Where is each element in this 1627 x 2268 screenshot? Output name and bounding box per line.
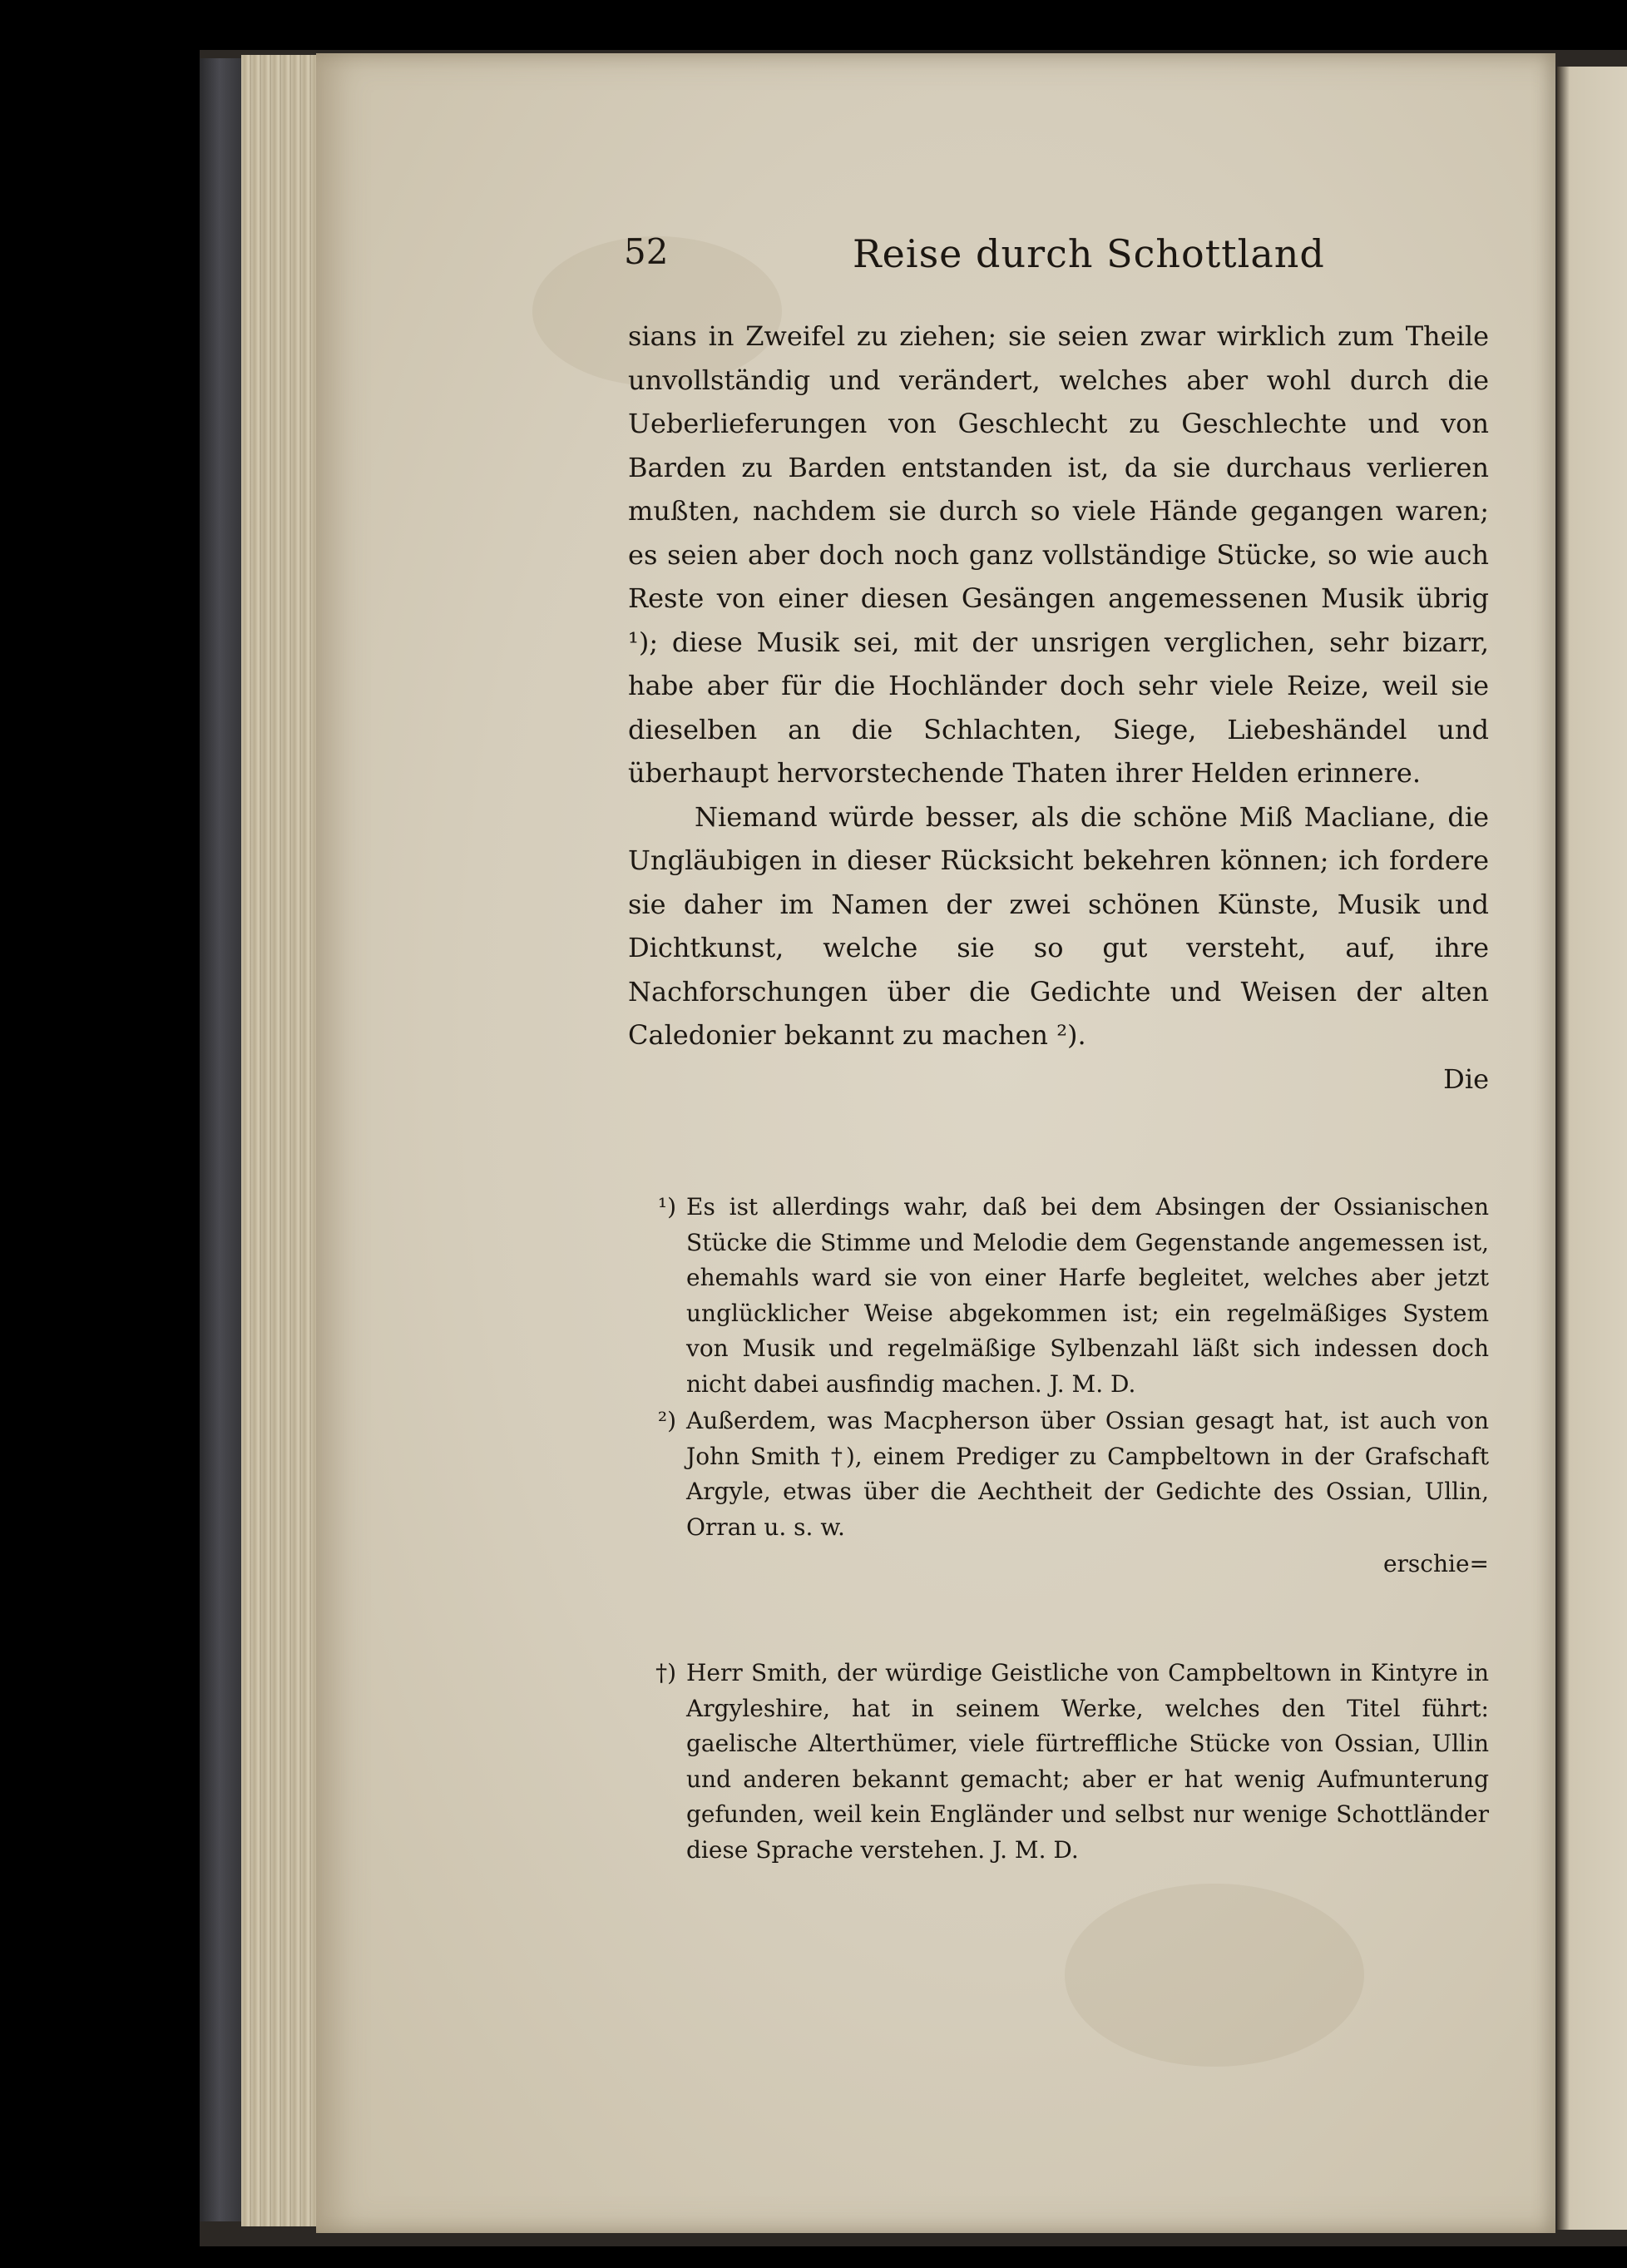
subnote-text: Herr Smith, der würdige Geistliche von Campbeltown in Kintyre in Argyleshire, hat in seinem Werke, welches den Titel führt: gaelische Alterthümer, viele fürtreffliche Stücke von Ossian, Ullin und anderen bekannt gemacht; aber er hat wenig Aufmunterung gefunden, weil kein Engländer und selbst nur wenige Schottländer diese Sprache verstehen. J. M. D. (686, 1659, 1489, 1864)
footnote-2 (628, 1404, 1489, 1545)
subnote-item (628, 1656, 1489, 1868)
footnote-1-mark: ¹) (657, 1193, 676, 1221)
subnote (628, 1656, 1489, 1869)
paper-stain (1065, 1884, 1364, 2067)
facing-page-edge (1557, 67, 1627, 2230)
paragraph-1: sians in Zweifel zu ziehen; sie seien zwar wirklich zum Theile unvollständig und verändert, welches aber wohl durch die Ueberlieferungen von Geschlecht zu Geschlechte und von Barden zu Barden entstanden ist, da sie durchaus verlieren mußten, nachdem sie durch so viele Hände gegangen waren; es seien aber doch noch ganz vollständige Stücke, so wie auch Reste von einer diesen Gesängen angemessenen Musik übrig ¹); diese Musik sei, mit der unsrigen verglichen, sehr bizarr, habe aber für die Hochländer doch sehr viele Reize, weil sie dieselben an die Schlachten, Siege, Liebeshändel und überhaupt hervorstechende Thaten ihrer Helden erinnere. (628, 320, 1489, 789)
footnote-1-text: Es ist allerdings wahr, daß bei dem Absingen der Ossianischen Stücke die Stimme und Melodie dem Gegenstande angemessen ist, ehemahls ward sie von einer Harfe begleitet, welches aber jetzt unglücklicher Weise abgekommen ist; ein regelmäßiges System von Musik und regelmäßige Sylbenzahl läßt sich indessen doch nicht dabei ausfindig machen. J. M. D. (686, 1193, 1489, 1398)
paragraph-2: Niemand würde besser, als die schöne Miß Macliane, die Ungläubigen in dieser Rücksicht bekehren können; ich fordere sie daher im Namen der zwei schönen Künste, Musik und Dichtkunst, welche sie so gut versteht, auf, ihre Nachforschungen über die Gedichte und Weisen der alten Caledonier bekannt zu machen ²). (628, 800, 1489, 1051)
footnotes (628, 1190, 1489, 1582)
page-header (624, 231, 1497, 290)
footnote-2-text: Außerdem, was Macpherson über Ossian gesagt hat, ist auch von John Smith †), einem Prediger zu Campbeltown in der Grafschaft Argyle, etwas über die Aechtheit der Gedichte des Ossian, Ullin, Orran u. s. w. (686, 1407, 1489, 1541)
main-text (628, 314, 1489, 1101)
footnote-2-catchword: erschie= (1382, 1550, 1489, 1577)
footnote-2-mark: ²) (657, 1407, 676, 1434)
subnote-mark: †) (655, 1659, 676, 1686)
page-number: 52 (624, 231, 669, 272)
catchword: Die (1443, 1062, 1489, 1095)
footnote-1 (628, 1190, 1489, 1402)
running-title: Reise durch Schottland (853, 231, 1325, 276)
